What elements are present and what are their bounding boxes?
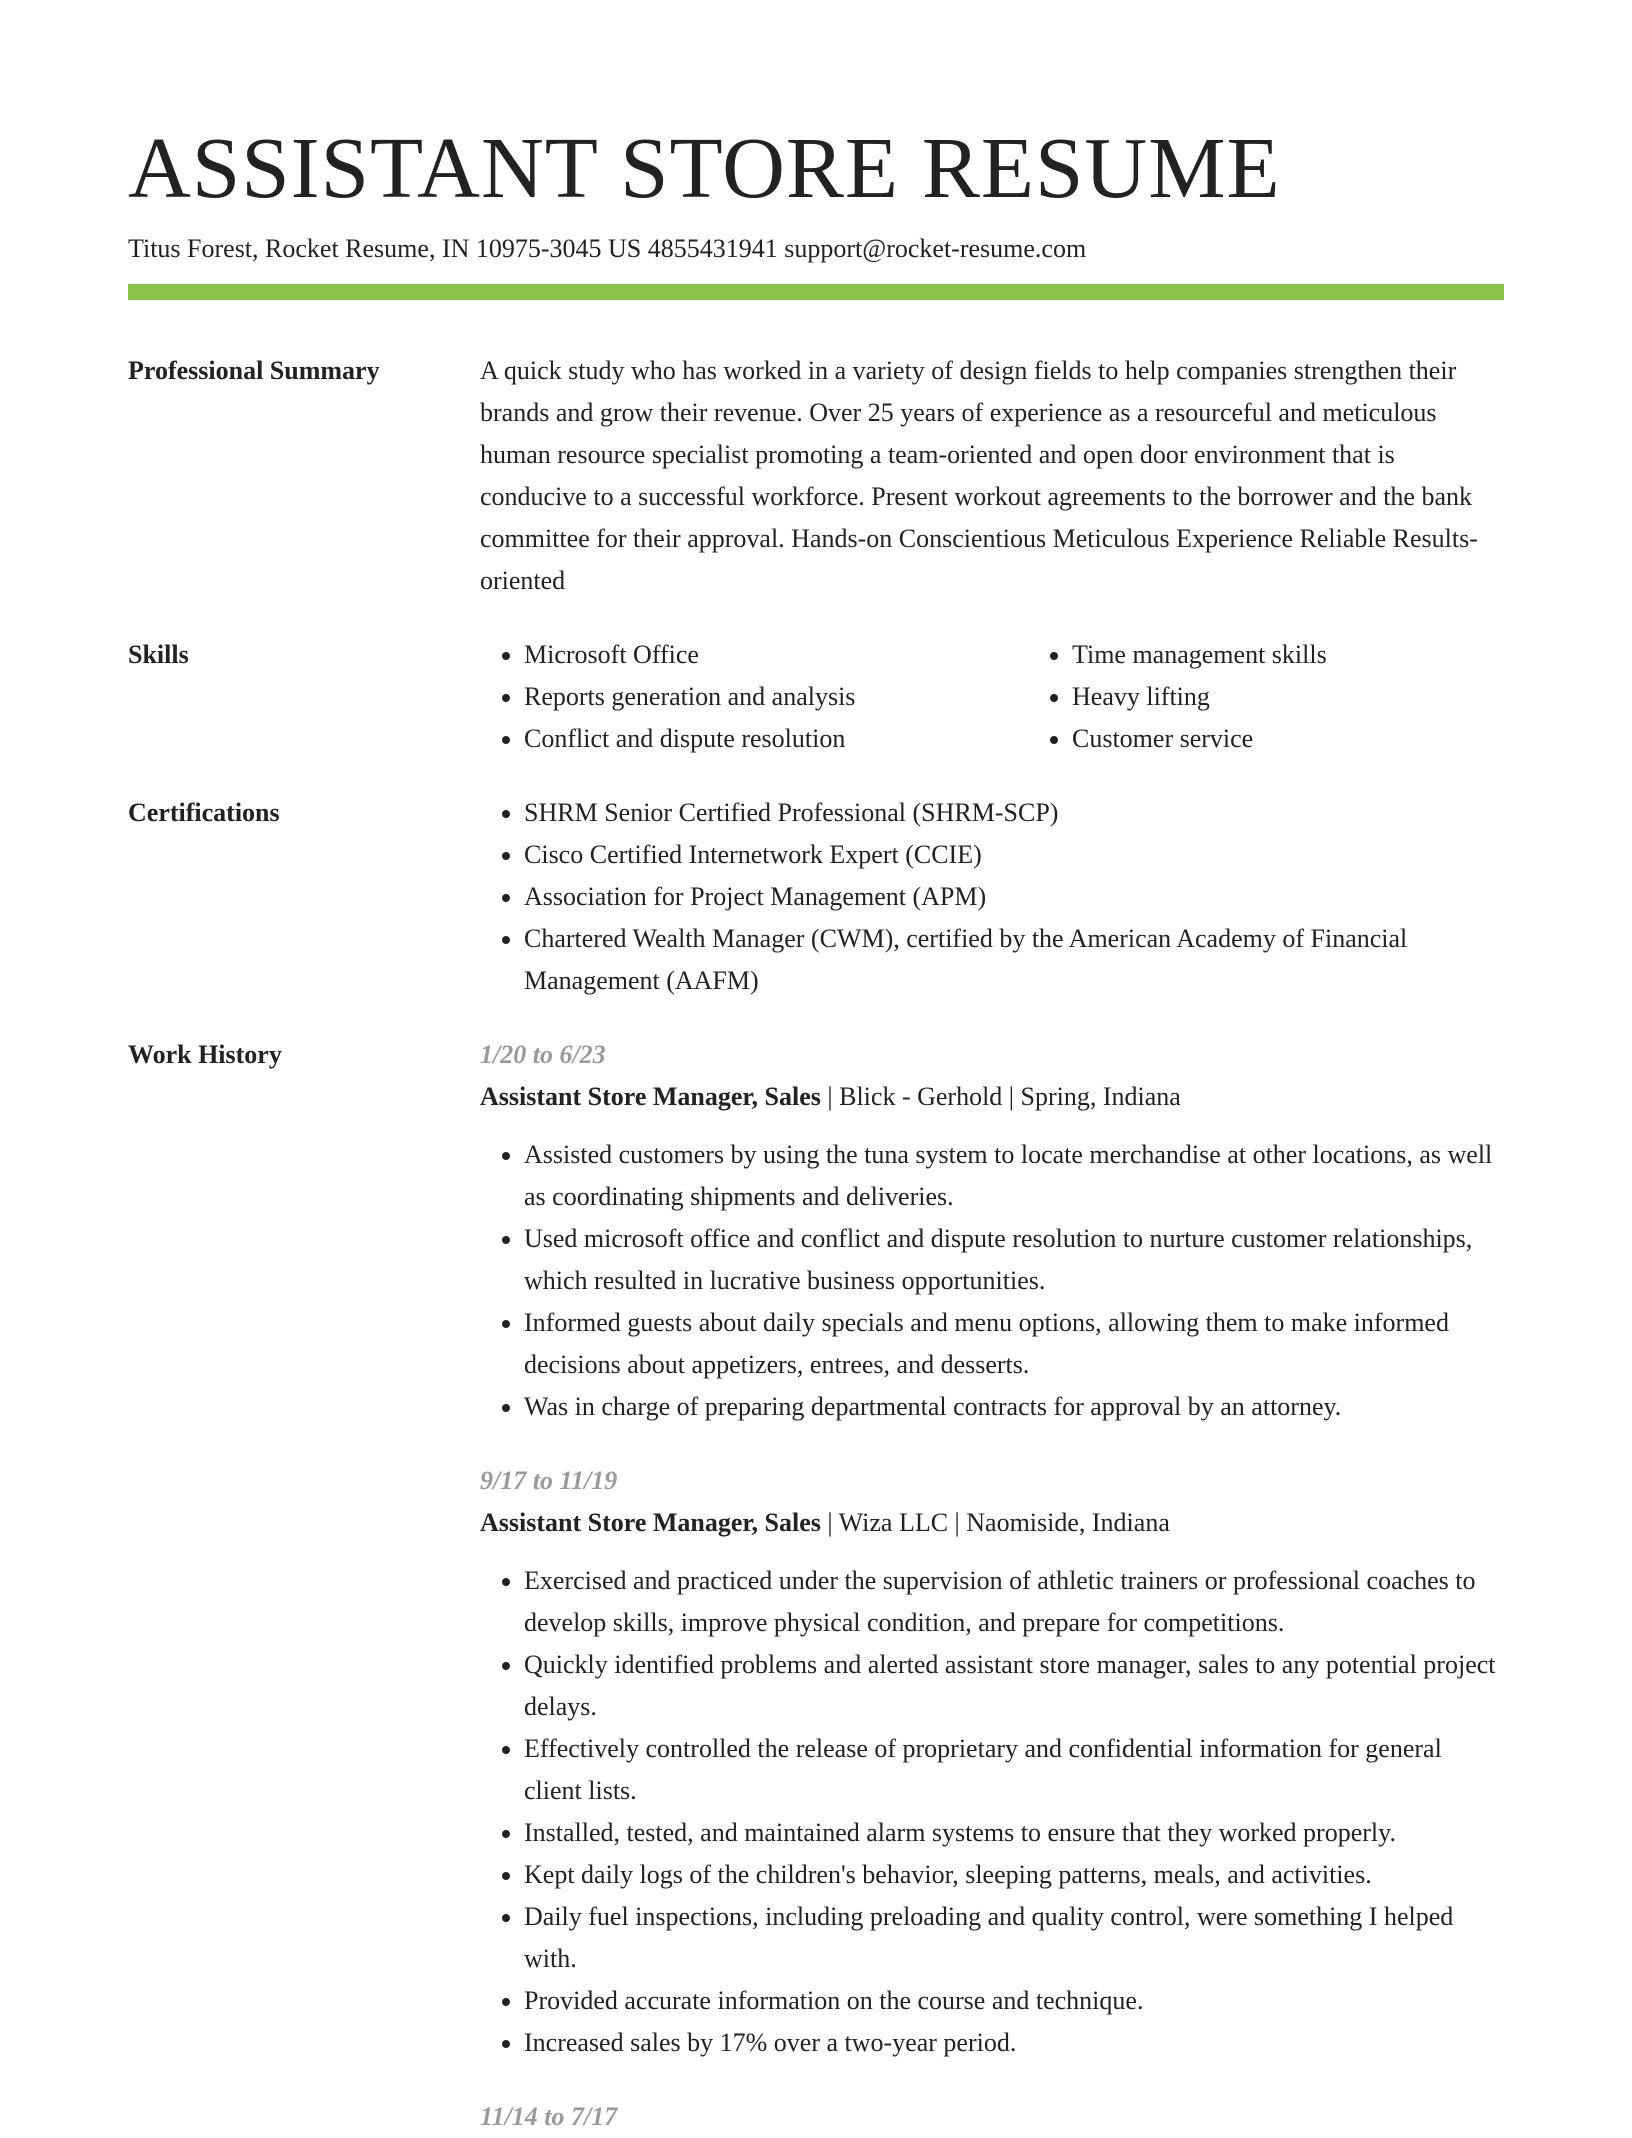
professional-summary-section [128,350,1504,602]
job-entry [480,1034,1504,1428]
job-duty: • Provided accurate information on the course and technique. [524,1980,1504,2022]
work-history-section [128,1034,1504,2138]
job-duty: • Assisted customers by using the tuna system to locate merchandise at other locations, as well as coordinating shipments and deliveries. [524,1134,1504,1218]
job-title-line [480,1502,1504,1544]
job-duty: • Effectively controlled the release of proprietary and confidential information for general client lists. [524,1728,1504,1812]
job-duty: • Kept daily logs of the children's behavior, sleeping patterns, meals, and activities. [524,1854,1504,1896]
job-dates: 1/20 to 6/23 [480,1040,606,1069]
resume-page [128,118,1504,2138]
job-duty: • Increased sales by 17% over a two-year period. [524,2022,1504,2064]
certifications-body [480,792,1504,1002]
skills-section [128,634,1504,760]
job-entry [480,2096,1504,2138]
job-title-line [480,1076,1504,1118]
job-role: Assistant Store Manager, Sales [480,1508,821,1537]
contact-line: Titus Forest, Rocket Resume, IN 10975-3045 US 4855431941 support@rocket-resume.com [128,234,1087,263]
job-duty: • Quickly identified problems and alerted assistant store manager, sales to any potential project delays. [524,1644,1504,1728]
job-duty: • Used microsoft office and conflict and dispute resolution to nurture customer relationships, which resulted in lucrative business opportunities. [524,1218,1504,1302]
skill-item: • Customer service [1072,718,1327,760]
job-role: Assistant Store Manager, Sales [480,1082,821,1111]
job-duty: • Daily fuel inspections, including preloading and quality control, were something I helped with. [524,1896,1504,1980]
job-duty: • Exercised and practiced under the supervision of athletic trainers or professional coaches to develop skills, improve physical condition, and prepare for competitions. [524,1560,1504,1644]
work-history-body [480,1034,1504,2138]
certification-item: • Cisco Certified Internetwork Expert (CCIE) [524,834,1504,876]
header-divider [128,284,1504,300]
skill-item: • Conflict and dispute resolution [524,718,1028,760]
certifications-section [128,792,1504,1002]
job-duties-list [480,1560,1504,2064]
resume-title: ASSISTANT STORE RESUME [128,119,1281,216]
section-heading-skills: Skills [128,640,189,669]
job-duty: • Was in charge of preparing departmental contracts for approval by an attorney. [524,1386,1504,1428]
job-dates: 9/17 to 11/19 [480,1466,618,1495]
skills-list-left [480,634,1028,760]
certifications-list [480,792,1504,1002]
skills-columns [480,634,1504,760]
job-duties-list [480,1134,1504,1428]
skills-list-right [1028,634,1327,760]
certification-item: • Chartered Wealth Manager (CWM), certified by the American Academy of Financial Management (AAFM) [524,918,1504,1002]
section-heading-work-history: Work History [128,1040,282,1069]
certification-item: • SHRM Senior Certified Professional (SHRM-SCP) [524,792,1504,834]
job-company-location: | Wiza LLC | Naomiside, Indiana [820,1508,1170,1537]
job-duty: • Informed guests about daily specials and menu options, allowing them to make informed decisions about appetizers, entrees, and desserts. [524,1302,1504,1386]
job-entry [480,1460,1504,2064]
skill-item: • Heavy lifting [1072,676,1327,718]
skill-item: • Microsoft Office [524,634,1028,676]
section-heading-summary: Professional Summary [128,356,380,385]
skill-item: • Reports generation and analysis [524,676,1028,718]
job-company-location: | Blick - Gerhold | Spring, Indiana [820,1082,1181,1111]
certification-item: • Association for Project Management (APM) [524,876,1504,918]
summary-text: A quick study who has worked in a variety of design fields to help companies strengthen their brands and grow their revenue. Over 25 years of experience as a resourceful and meticulous human resource specialist promoting a team-oriented and open door environment that is conducive to a successful workforce. Present workout agreements to the borrower and the bank committee for their approval. Hands-on Conscientious Meticulous Experience Reliable Results-oriented [480,356,1478,595]
section-heading-certifications: Certifications [128,798,280,827]
job-duty: • Installed, tested, and maintained alarm systems to ensure that they worked properly. [524,1812,1504,1854]
job-dates: 11/14 to 7/17 [480,2102,618,2131]
skill-item: • Time management skills [1072,634,1327,676]
